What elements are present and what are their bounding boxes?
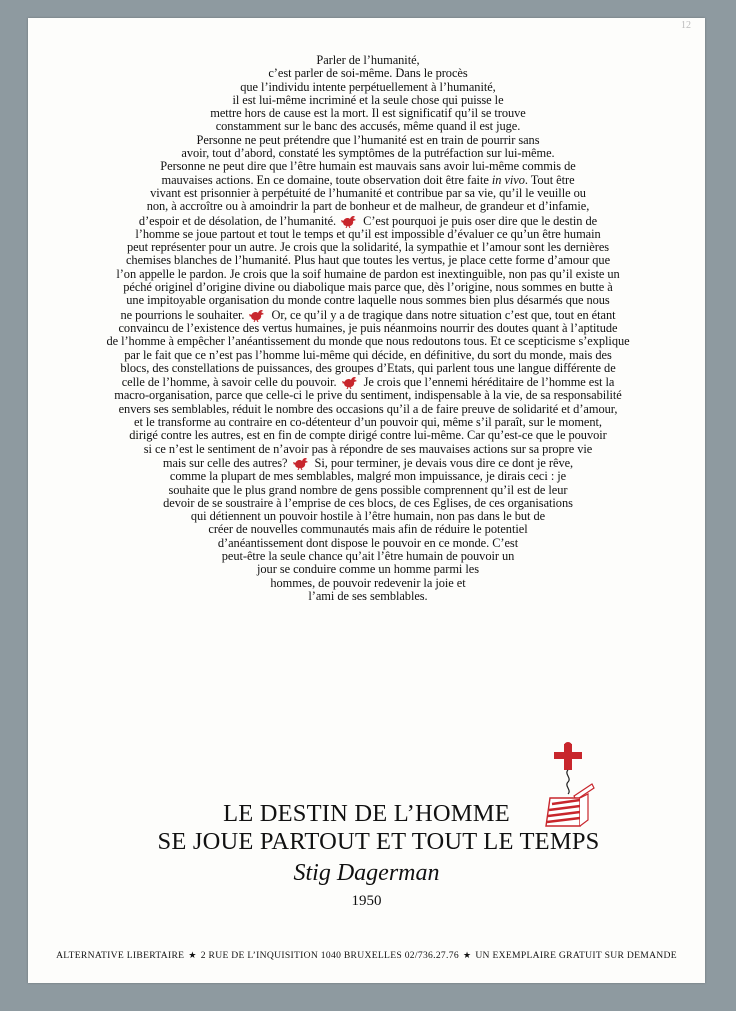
- poster-sheet: [28, 18, 705, 983]
- essay-line: avoir, tout d’abord, constaté les symptômes de la putréfaction sur lui-même.: [181, 146, 555, 161]
- essay-line: dirigé contre les autres, est en fin de compte dirigé contre lui-même. Car qu’est-ce que le pouvoir: [129, 428, 607, 443]
- essay-fragment: mais sur celle des autres?: [162, 455, 288, 470]
- essay-line: constamment sur le banc des accusés, même quand il est juge.: [215, 119, 521, 134]
- essay-line: mettre hors de cause est la mort. Il est significatif qu’il se trouve: [210, 106, 526, 121]
- corner-mark: 12: [681, 20, 691, 31]
- star-separator-icon: ★: [188, 950, 197, 960]
- essay-line: comme la plupart de mes semblables, malgré mon impuissance, je dirais ceci : je: [169, 469, 567, 484]
- essay-line: devoir de se soustraire à l’emprise de ces blocs, de ces Eglises, de ces organisations: [163, 495, 573, 510]
- essay-line: peut-être la seule chance qu’ait l’être humain de pouvoir un: [221, 548, 515, 563]
- essay-italic-phrase: in vivo: [491, 172, 525, 187]
- essay-fragment: Si, pour terminer, je devais vous dire ce dont je rêve,: [314, 455, 574, 470]
- essay-line: si ce n’est le sentiment de n’avoir pas à répondre de ses mauvaises actions sur sa propre vie: [143, 441, 593, 456]
- essay-line: macro-organisation, parce que celle-ci le prive du sentiment, indispensable à la vie, de sa responsabilité: [114, 388, 622, 403]
- essay-fragment: C’est pourquoi je puis oser dire que le destin de: [363, 213, 598, 228]
- essay-line: convaincu de l’existence des vertus humaines, je puis néanmoins nourrir des doutes quant à l’aptitude: [118, 320, 618, 335]
- essay-line: Personne ne peut dire que l’être humain est mauvais sans avoir lui-même commis de: [160, 159, 576, 174]
- essay-line: envers ses semblables, réduit le nombre des occasions qu’il a de faire preuve de solidarité et d’amour,: [118, 401, 618, 416]
- essay-line: Personne ne peut prétendre que l’humanité est en train de pourrir sans: [196, 132, 540, 147]
- red-rooster-icon: [341, 375, 360, 389]
- red-rooster-icon: [248, 308, 267, 322]
- essay-fragment: ne pourrions le souhaiter.: [120, 307, 245, 322]
- essay-fragment: celle de l’homme, à savoir celle du pouvoir.: [121, 375, 337, 390]
- publication-year: 1950: [351, 893, 382, 909]
- essay-line: péché originel d’origine divine ou diabolique mais parce que, dès l’origine, nous sommes en butte à: [123, 280, 613, 295]
- essay-line: créer de nouvelles communautés mais afin de réduire le potentiel: [208, 522, 528, 537]
- essay-line: non, à accroître ou à amoindrir la part de bonheur et de malheur, de grandeur et d’infamie,: [146, 199, 590, 214]
- essay-line: par le fait que ce n’est pas l’homme lui-même qui décide, en définitive, du sort du monde, mais des: [124, 347, 612, 362]
- essay-line: l’ami de ses semblables.: [308, 588, 428, 603]
- star-separator-icon: ★: [462, 950, 472, 960]
- essay-line: blocs, des constellations de puissances, des groupes d’Etats, qui parlent tous une langue différente de: [120, 360, 616, 375]
- title-line-1: LE DESTIN DE L’HOMME: [223, 800, 510, 827]
- free-copy-note: UN EXEMPLAIRE GRATUIT SUR DEMANDE: [475, 950, 677, 961]
- publisher-name: ALTERNATIVE LIBERTAIRE: [56, 950, 185, 961]
- essay-line: [68, 174, 668, 187]
- essay-line: de l’homme à empêcher l’anéantissement du monde que nous redoutons tous. Et ce scepticisme s’explique: [106, 334, 630, 349]
- essay-line: qui détiennent un pouvoir hostile à l’être humain, non pas dans le but de: [190, 509, 546, 524]
- title-line-2: SE JOUE PARTOUT ET TOUT LE TEMPS: [157, 828, 600, 855]
- author-name: Stig Dagerman: [293, 860, 440, 886]
- publisher-address: 2 RUE DE L’INQUISITION 1040 BRUXELLES 02/736.27.76: [200, 950, 459, 961]
- essay-line: hommes, de pouvoir redevenir la joie et: [270, 575, 466, 590]
- essay-line: peut représenter pour un autre. Je crois que la solidarité, la sympathie et l’amour sont les dernières: [126, 240, 610, 255]
- essay-line: [68, 456, 668, 470]
- essay-line: c’est parler de soi-même. Dans le procès: [268, 66, 468, 81]
- essay-text: [68, 54, 668, 603]
- essay-line: souhaite que le plus grand nombre de gens possible comprennent qu’il est de leur: [168, 482, 568, 497]
- essay-line: et le transforme au contraire en co-détenteur d’un pouvoir qui, même s’il paraît, sur le moment,: [134, 415, 602, 430]
- essay-line: [68, 214, 668, 228]
- red-rooster-icon: [292, 456, 311, 470]
- poster-headline: [28, 800, 705, 910]
- essay-line: Parler de l’humanité,: [316, 53, 420, 67]
- essay-line: chemises blanches de l’humanité. Plus haut que toutes les vertus, je place cette forme d’amour que: [125, 253, 611, 268]
- essay-line: une impitoyable organisation du monde contre laquelle nous sommes bien plus désarmés que nous: [126, 293, 610, 308]
- essay-line: l’homme se joue partout et tout le temps et qu’il est impossible d’évaluer ce qu’un être humain: [135, 226, 601, 241]
- essay-line: [68, 308, 668, 322]
- essay-line: jour se conduire comme un homme parmi les: [257, 562, 479, 577]
- essay-line: l’on appelle le pardon. Je crois que la soif humaine de pardon est inextinguible, non pas qu’il existe un: [116, 266, 620, 281]
- red-rooster-icon: [340, 214, 359, 228]
- essay-line: vivant est prisonnier à perpétuité de l’humanité et contribue par sa vie, qu’il le veuille ou: [150, 185, 586, 200]
- essay-line: il est lui-même incriminé et la seule chose qui puisse le: [232, 92, 504, 107]
- essay-line: [68, 375, 668, 389]
- essay-fragment: Je crois que l’ennemi héréditaire de l’homme est la: [363, 375, 615, 390]
- publisher-footer: [28, 950, 705, 961]
- essay-line: que l’individu intente perpétuellement à l’humanité,: [240, 79, 496, 94]
- essay-fragment: mauvaises actions. En ce domaine, toute observation doit être faite: [161, 172, 489, 187]
- essay-fragment: d’espoir et de désolation, de l’humanité.: [138, 213, 337, 228]
- essay-fragment: . Tout être: [524, 172, 575, 187]
- essay-line: d’anéantissement dont dispose le pouvoir en ce monde. C’est: [217, 535, 519, 550]
- essay-fragment: Or, ce qu’il y a de tragique dans notre situation c’est que, tout en étant: [271, 307, 616, 322]
